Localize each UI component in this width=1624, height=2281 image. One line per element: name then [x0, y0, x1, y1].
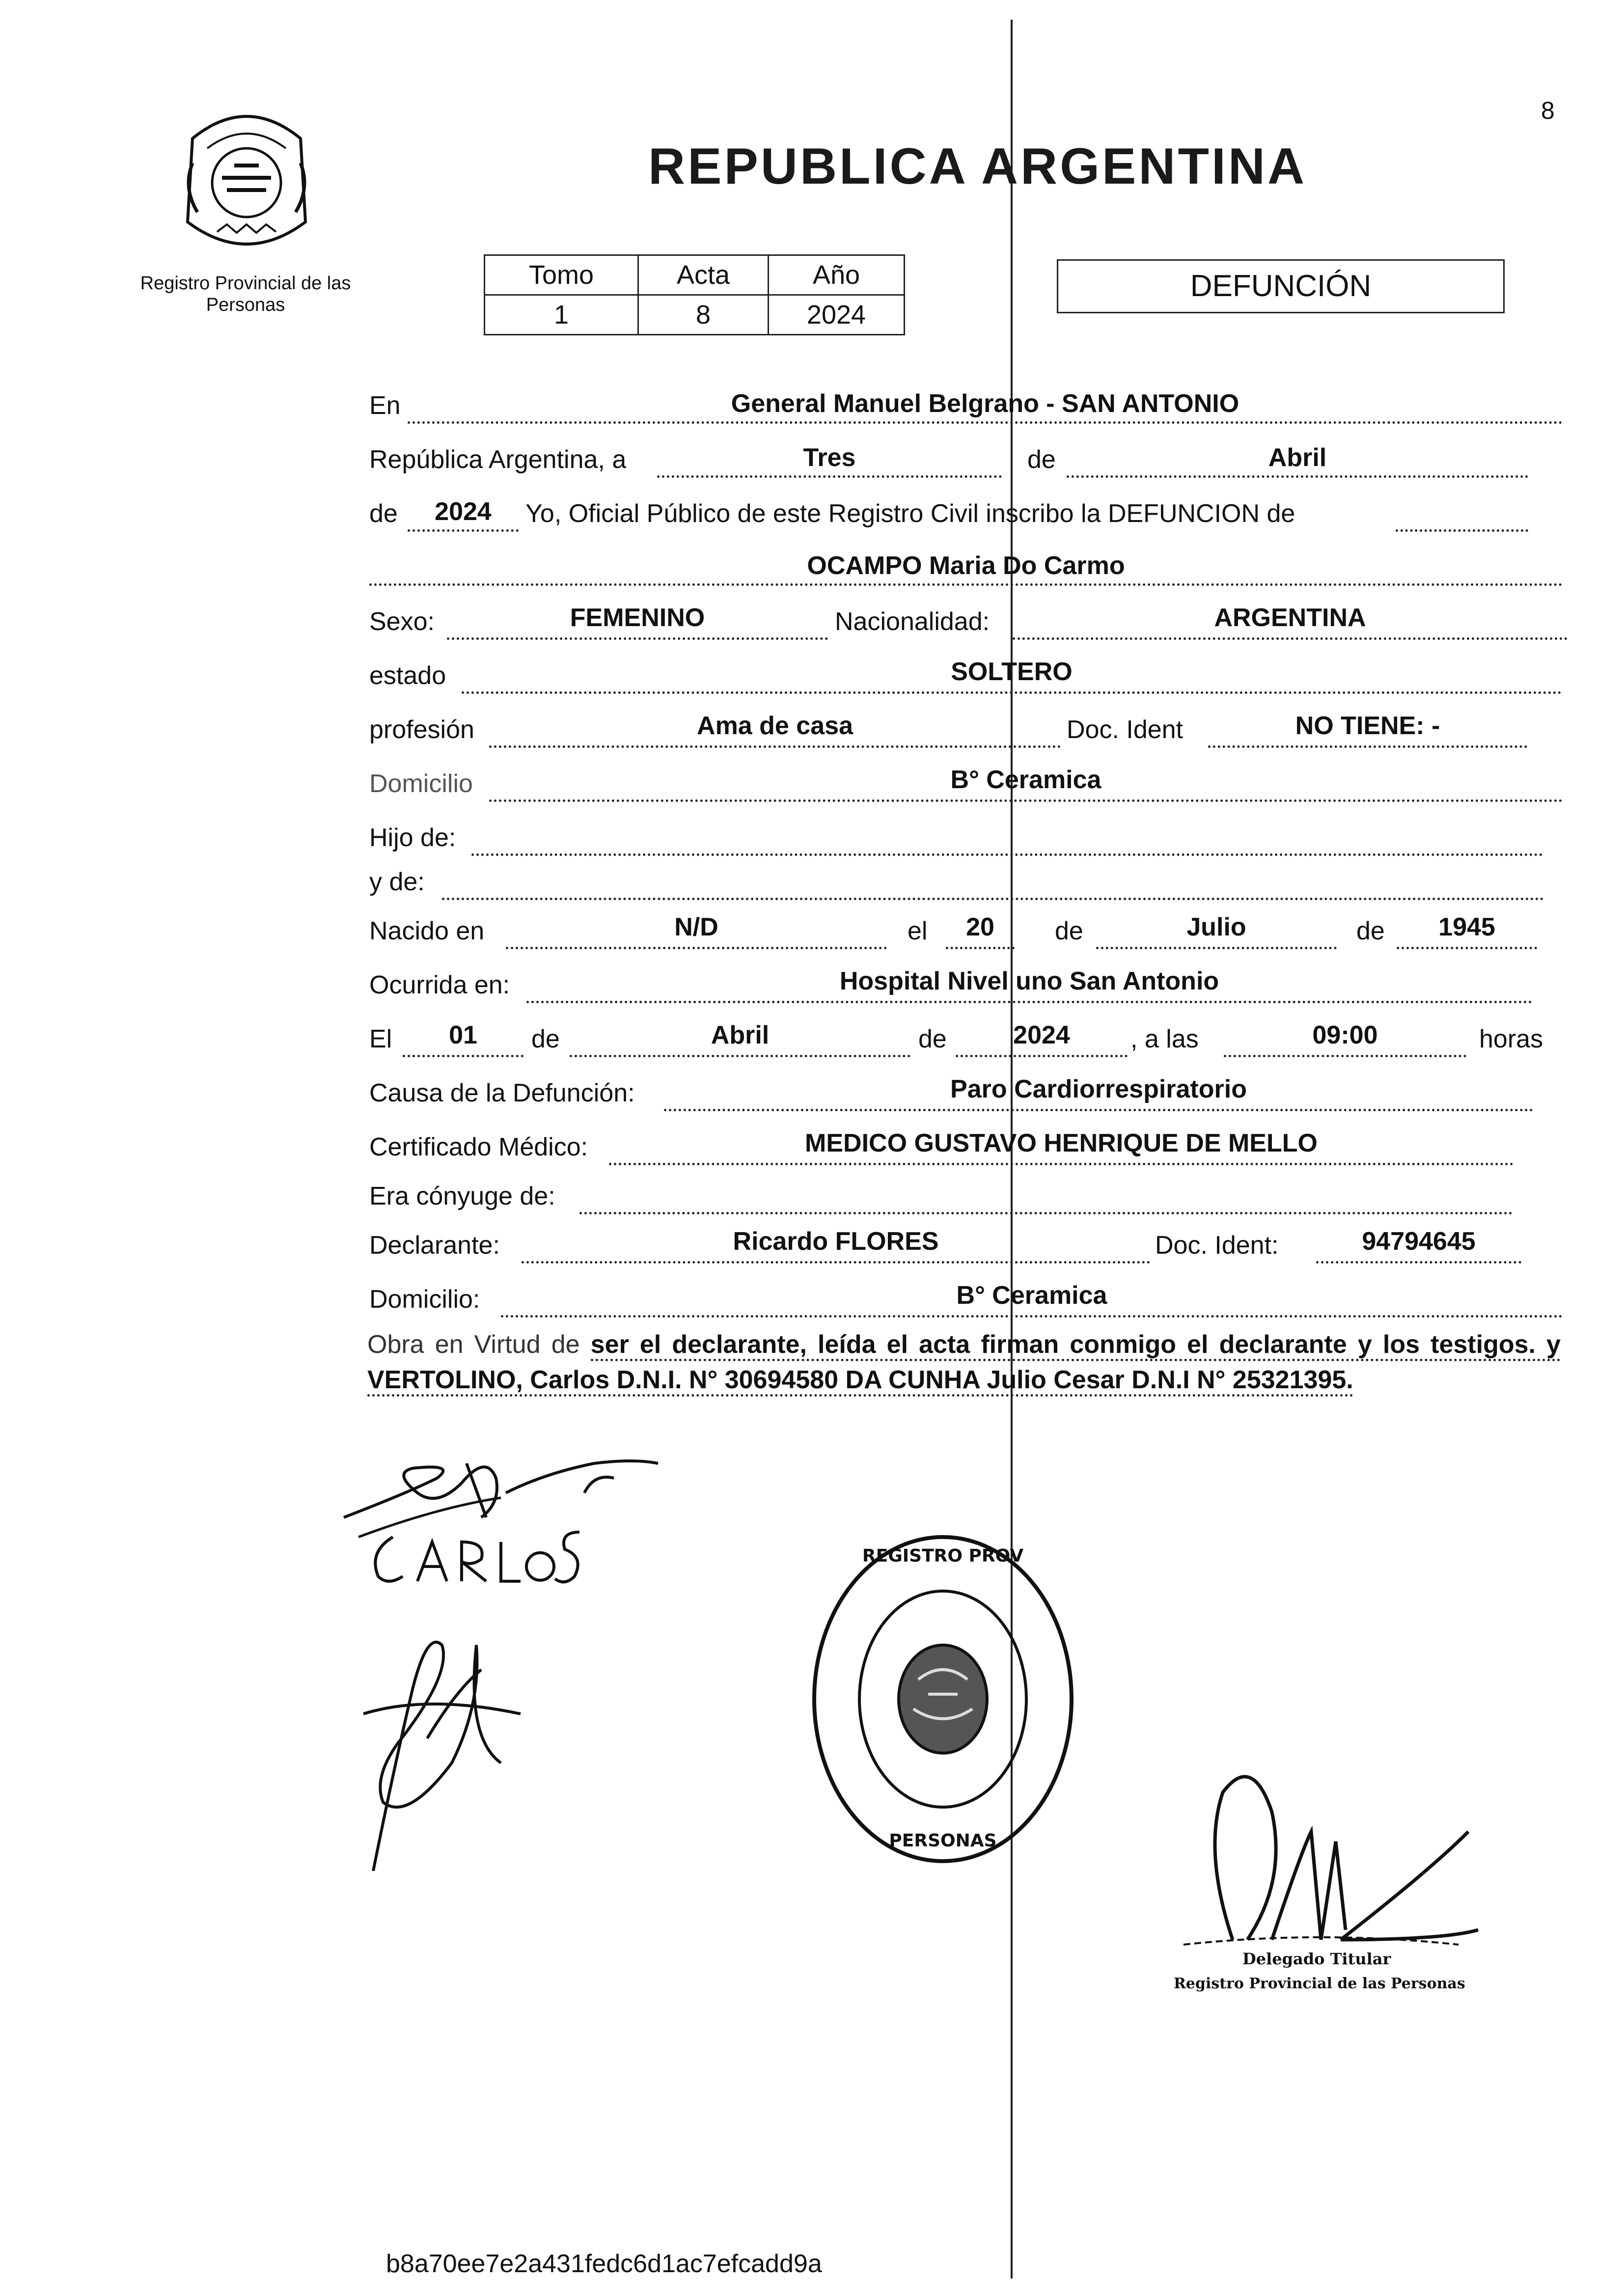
dotted-line	[1067, 475, 1528, 478]
label-doc-ident: Doc. Ident	[1067, 715, 1184, 744]
dotted-line	[447, 637, 828, 640]
dotted-line	[1316, 1261, 1521, 1264]
field-ocurrida-en: Hospital Nivel uno San Antonio	[839, 967, 1219, 995]
label-doc-ident: Doc. Ident:	[1155, 1231, 1279, 1260]
label-domicilio: Domicilio	[369, 769, 473, 798]
dotted-line	[369, 583, 1563, 586]
label-sexo: Sexo:	[369, 607, 435, 636]
field-declarante-domicilio: B° Ceramica	[956, 1281, 1107, 1310]
dotted-line	[1397, 947, 1537, 949]
table-value-tomo: 1	[485, 295, 638, 335]
document-hash: b8a70ee7e2a431fedc6d1ac7efcadd9a	[386, 2250, 822, 2278]
label-conyuge: Era cónyuge de:	[369, 1182, 555, 1210]
signature-titular-icon	[1174, 1753, 1567, 1959]
label-de: de	[1027, 445, 1056, 474]
field-fallecimiento-dia: 01	[449, 1021, 477, 1049]
dotted-line	[1208, 745, 1527, 748]
dotted-line	[1096, 947, 1337, 949]
field-lugar: General Manuel Belgrano - SAN ANTONIO	[731, 389, 1239, 418]
dotted-line	[1224, 1055, 1466, 1057]
field-obra-texto: ser el declarante, leída el acta firman conmigo el declarante y los testigos. y VERTOLINO, Carlos D.N.I. N° 30694580 DA CUNHA Julio Cesar D.N.I N° 25321395.	[367, 1330, 1561, 1397]
label-de: de	[1055, 917, 1083, 945]
official-stamp-icon	[805, 1522, 1080, 1876]
field-nacido-anio: 1945	[1438, 913, 1495, 941]
field-sexo: FEMENINO	[570, 604, 705, 632]
dotted-line	[501, 1315, 1563, 1318]
field-nacido-mes: Julio	[1186, 913, 1246, 941]
label-el: El	[369, 1025, 392, 1053]
field-fallecimiento-mes: Abril	[711, 1021, 770, 1049]
dotted-line	[471, 853, 1543, 856]
dotted-line	[657, 475, 1002, 478]
field-certificado: MEDICO GUSTAVO HENRIQUE DE MELLO	[805, 1129, 1318, 1157]
dotted-line	[609, 1163, 1514, 1165]
field-hora: 09:00	[1312, 1021, 1378, 1049]
titular-line-1: Delegado Titular	[1242, 1950, 1391, 1968]
titular-line-2: Registro Provincial de las Personas	[1174, 1975, 1465, 1992]
label-el: el	[908, 917, 928, 945]
dotted-line	[462, 691, 1562, 694]
page-title: REPUBLICA ARGENTINA	[648, 138, 1307, 195]
label-ocurrida-en: Ocurrida en:	[369, 971, 510, 999]
label-domicilio: Domicilio:	[369, 1285, 480, 1314]
dotted-line	[489, 745, 1061, 748]
field-fallecimiento-anio: 2024	[1013, 1021, 1070, 1049]
registry-name: Registro Provincial de las Personas	[140, 273, 351, 315]
record-number-table	[484, 254, 905, 335]
dotted-line	[664, 1109, 1533, 1111]
field-nacido-en: N/D	[674, 913, 718, 941]
label-estado: estado	[369, 661, 446, 690]
dotted-line	[403, 1055, 523, 1057]
dotted-line	[522, 1261, 1150, 1264]
label-de: de	[369, 499, 398, 528]
svg-text:PERSONAS: PERSONAS	[889, 1831, 997, 1851]
field-anio-inscripcion: 2024	[435, 497, 492, 526]
label-causa: Causa de la Defunción:	[369, 1079, 635, 1107]
dotted-line	[946, 947, 1015, 949]
signature-witness-icon	[354, 1616, 530, 1871]
label-nacido-en: Nacido en	[369, 917, 485, 945]
dotted-line	[1013, 637, 1568, 640]
obra-paragraph	[367, 1327, 1561, 1398]
label-y-de: y de:	[369, 868, 425, 896]
provincial-seal-icon	[173, 104, 320, 256]
svg-text:REGISTRO PROV: REGISTRO PROV	[862, 1546, 1024, 1566]
field-nacionalidad: ARGENTINA	[1214, 604, 1366, 632]
field-nacido-dia: 20	[966, 913, 994, 941]
field-declarante-doc: 94794645	[1362, 1227, 1476, 1256]
titular-signature-block	[1174, 1753, 1567, 2008]
dotted-line	[489, 799, 1563, 802]
table-header-acta: Acta	[638, 255, 769, 295]
table-header-anio: Año	[769, 255, 905, 295]
field-mes-inscripcion: Abril	[1268, 443, 1327, 472]
dotted-line	[956, 1055, 1128, 1057]
dotted-line	[1396, 529, 1528, 532]
field-doc-ident: NO TIENE: -	[1295, 712, 1440, 740]
label-nacionalidad: Nacionalidad:	[835, 607, 990, 636]
dotted-line	[442, 898, 1544, 900]
label-hijo-de: Hijo de:	[369, 824, 456, 852]
dotted-line	[526, 1001, 1532, 1003]
label-a-las: , a las	[1130, 1025, 1199, 1053]
field-estado: SOLTERO	[951, 658, 1073, 686]
page-number: 8	[1541, 97, 1555, 124]
label-yo-oficial: Yo, Oficial Público de este Registro Civil inscribo la DEFUNCION de	[525, 499, 1295, 528]
label-declarante: Declarante:	[369, 1231, 500, 1260]
dotted-line	[579, 1212, 1513, 1214]
dotted-line	[570, 1055, 910, 1057]
label-certificado: Certificado Médico:	[369, 1133, 588, 1161]
table-value-anio: 2024	[769, 295, 905, 335]
label-profesion: profesión	[369, 715, 474, 744]
dotted-line	[408, 529, 519, 532]
field-dia-inscripcion: Tres	[803, 443, 856, 472]
field-declarante: Ricardo FLORES	[733, 1227, 939, 1256]
label-horas: horas	[1479, 1025, 1543, 1053]
table-value-acta: 8	[638, 295, 769, 335]
label-en: En	[369, 391, 401, 420]
table-header-tomo: Tomo	[485, 255, 638, 295]
label-obra: Obra en Virtud de	[367, 1330, 580, 1359]
field-profesion: Ama de casa	[697, 712, 853, 740]
label-republica: República Argentina, a	[369, 445, 627, 474]
label-de: de	[918, 1025, 947, 1053]
field-causa: Paro Cardiorrespiratorio	[950, 1075, 1247, 1103]
dotted-line	[506, 947, 887, 949]
field-domicilio: B° Ceramica	[950, 766, 1101, 794]
label-de: de	[531, 1025, 560, 1053]
dotted-line	[408, 421, 1563, 424]
signature-carlos-icon	[363, 1522, 589, 1596]
record-type-box: DEFUNCIÓN	[1057, 259, 1505, 313]
field-nombre: OCAMPO Maria Do Carmo	[807, 551, 1125, 580]
label-de: de	[1356, 917, 1385, 945]
